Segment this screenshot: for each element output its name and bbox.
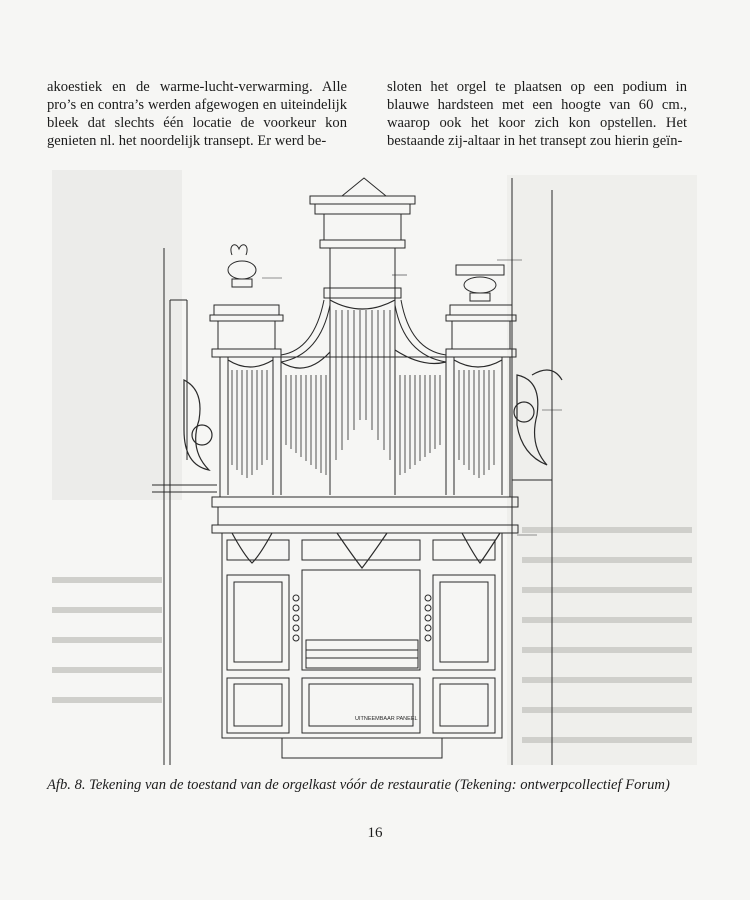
text-column-right [387, 78, 687, 150]
text-column-left [47, 78, 347, 150]
organ-case-body [220, 300, 510, 497]
paragraph-right: sloten het orgel te plaatsen op een podium in blauwe hardsteen met een hoogte van 60 cm., waarop ook het koor zich kon opstellen. Het bestaande zij-altaar in het transept zou hierin geïn- [387, 79, 687, 149]
wall-lines [152, 178, 552, 765]
figure-caption: Afb. 8. Tekening van de toestand van de orgelkast vóór de restauratie (Tekening: ontwerpcollectief Forum) [47, 777, 670, 793]
right-tower-top [446, 265, 516, 357]
drapery-garlands [228, 300, 502, 368]
organ-case-figure [52, 150, 698, 775]
page-number: 16 [367, 825, 383, 841]
impost-cornice [212, 497, 518, 533]
lower-case [222, 533, 502, 758]
paragraph-left: akoestiek en de warme-lucht-verwarming. Alle pro’s en contra’s werden afgewogen en uiteindelijk bleek dat slechts één locatie de voorkeur kon genieten nl. het noordelijk transept. Er werd be- [47, 79, 347, 149]
stop-knobs [293, 595, 431, 641]
background-shade-right [507, 175, 697, 765]
panel-annotation: UITNEEMBAAR PANEEL [355, 716, 418, 722]
left-tower-top [210, 245, 283, 357]
center-tower [310, 178, 415, 300]
organ-pipes [232, 310, 494, 478]
organ-drawing [52, 150, 698, 775]
carved-consoles [232, 533, 500, 568]
background-shade-left [52, 170, 182, 500]
side-ornaments [184, 370, 562, 470]
